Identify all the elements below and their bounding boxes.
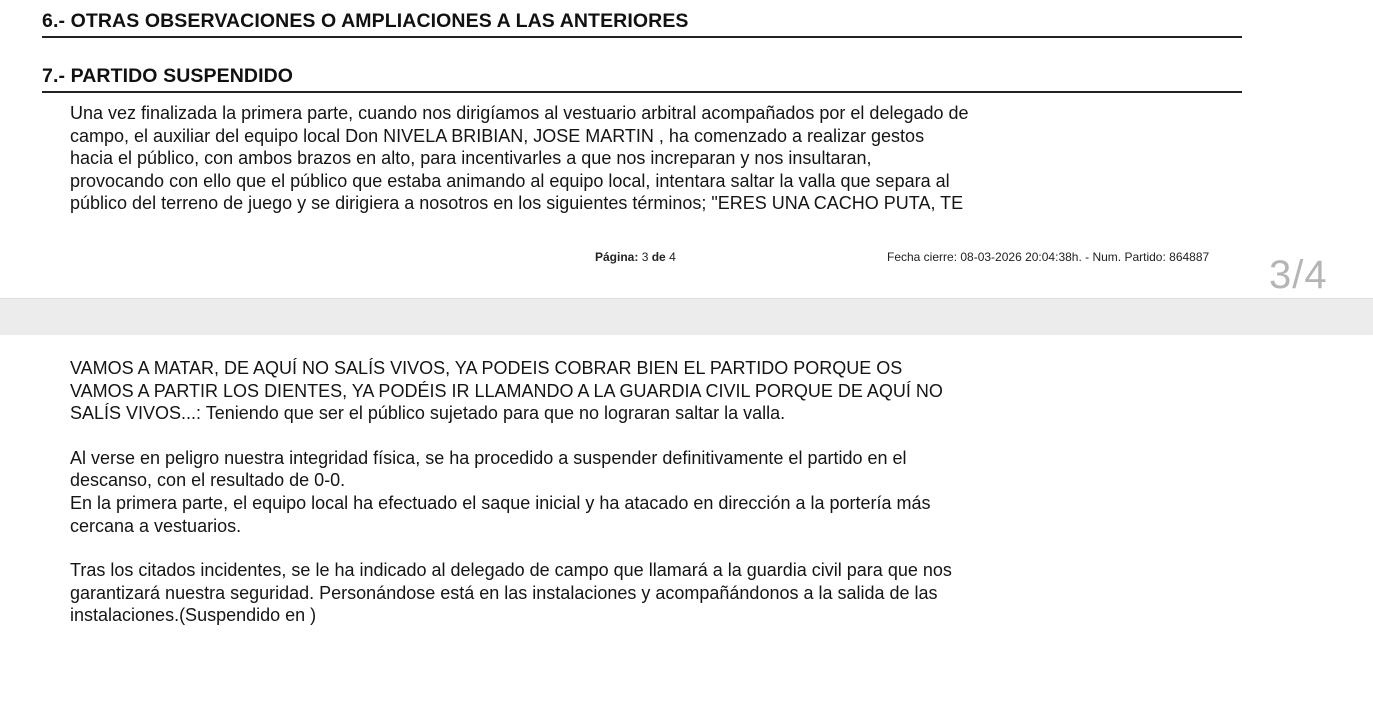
page-word: Página: <box>595 250 639 264</box>
document-page-3 <box>0 0 1373 298</box>
page-number-footer <box>595 250 676 264</box>
section-6-heading: 6.- OTRAS OBSERVACIONES O AMPLIACIONES A LAS ANTERIORES <box>42 9 1242 38</box>
text-line: SALÍS VIVOS...: Teniendo que ser el público sujetado para que no lograran saltar la valla. <box>70 403 786 424</box>
text-line: VAMOS A PARTIR LOS DIENTES, YA PODÉIS IR LLAMANDO A LA GUARDIA CIVIL PORQUE DE AQUÍ NO <box>70 380 943 401</box>
page-separator <box>0 298 1373 336</box>
section-7-heading: 7.- PARTIDO SUSPENDIDO <box>42 64 1242 93</box>
page-indicator: 3/4 <box>1269 253 1328 297</box>
page-total: 4 <box>669 250 676 264</box>
text-line: Al verse en peligro nuestra integridad física, se ha procedido a suspender definitivamente el partido en el <box>70 447 907 468</box>
text-line: VAMOS A MATAR, DE AQUÍ NO SALÍS VIVOS, YA PODEIS COBRAR BIEN EL PARTIDO PORQUE OS <box>70 358 903 378</box>
text-line: público del terreno de juego y se dirigiera a nosotros en los siguientes términos; "ERES UNA CACHO PUTA, TE <box>70 193 964 214</box>
text-line: campo, el auxiliar del equipo local Don NIVELA BRIBIAN, JOSE MARTIN , ha comenzado a realizar gestos <box>70 125 925 146</box>
paragraph-gap <box>70 425 1260 447</box>
section-7-body-page-4 <box>70 357 1260 627</box>
text-line: instalaciones.(Suspendido en ) <box>70 605 317 626</box>
text-line: Tras los citados incidentes, se le ha indicado al delegado de campo que llamará a la guardia civil para que nos <box>70 560 952 581</box>
text-line: descanso, con el resultado de 0-0. <box>70 470 346 491</box>
section-7-body-page-3 <box>70 102 1260 215</box>
text-line: provocando con ello que el público que estaba animando al equipo local, intentara saltar la valla que separa al <box>70 170 950 191</box>
closing-info-footer: Fecha cierre: 08-03-2026 20:04:38h. - Num. Partido: 864887 <box>887 250 1210 264</box>
text-line: Una vez finalizada la primera parte, cuando nos dirigíamos al vestuario arbitral acompañados por el delegado de <box>70 103 969 123</box>
text-line: En la primera parte, el equipo local ha efectuado el saque inicial y ha atacado en dirección a la portería más <box>70 492 931 513</box>
page-num: 3 <box>641 250 649 264</box>
text-line: hacia el público, con ambos brazos en alto, para incentivarles a que nos increparan y nos insultaran, <box>70 148 872 169</box>
text-line: garantizará nuestra seguridad. Personándose está en las instalaciones y acompañándonos a la salida de las <box>70 582 938 603</box>
of-word: de <box>651 250 666 264</box>
paragraph-gap <box>70 537 1260 559</box>
text-line: cercana a vestuarios. <box>70 515 242 536</box>
document-page-4 <box>0 335 1373 713</box>
